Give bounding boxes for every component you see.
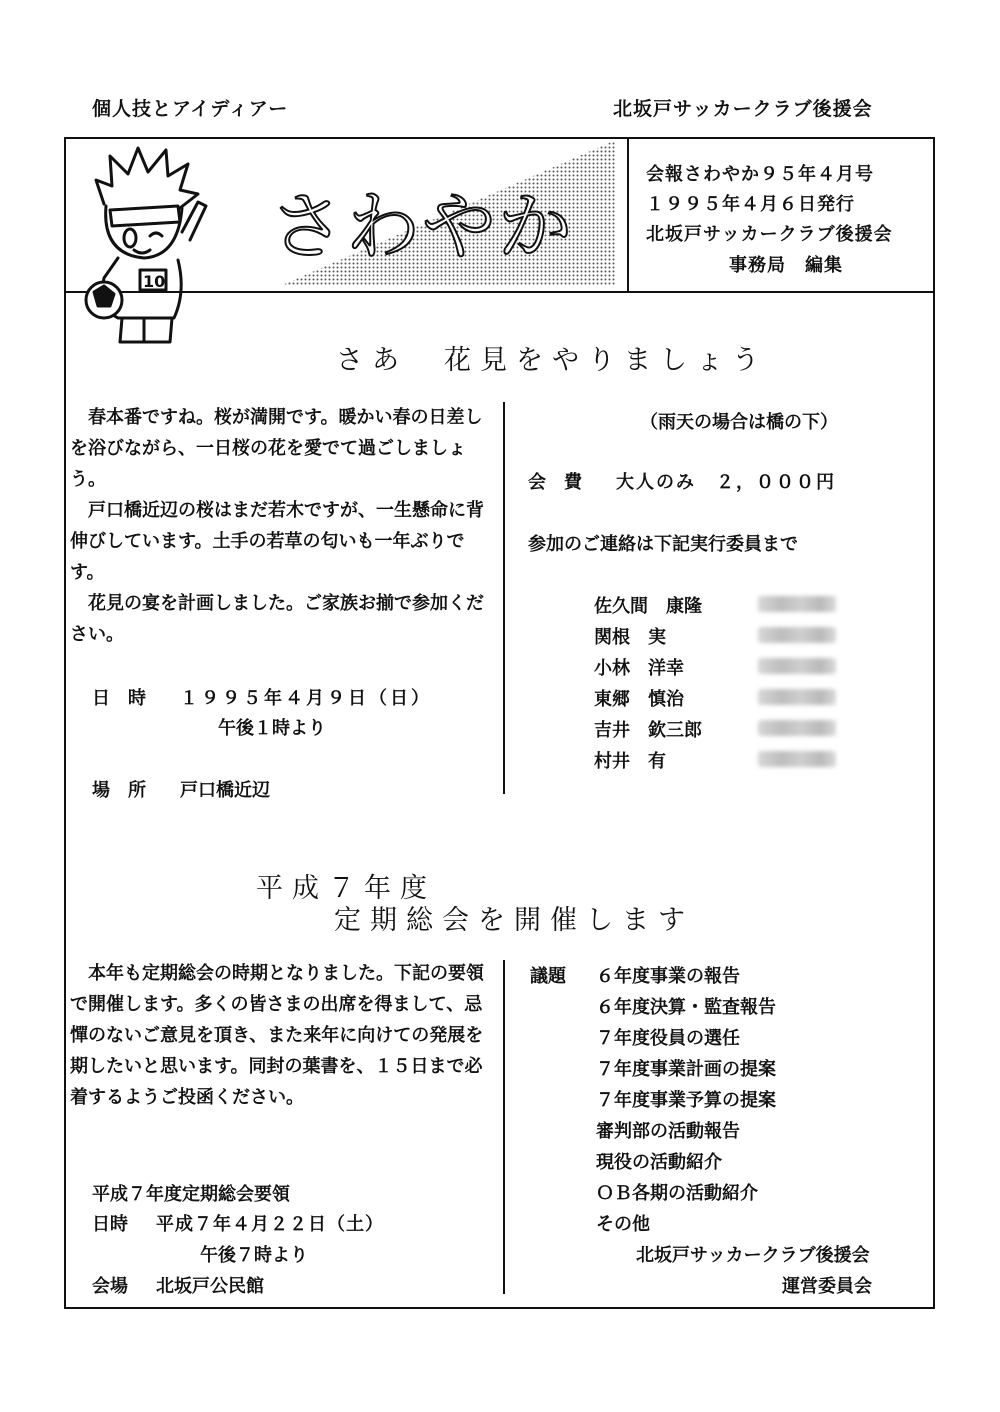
redacted-phone: [758, 658, 836, 674]
meeting-paragraph: 本年も定期総会の時期となりました。下記の要領で開催します。多くの皆さまの出席を得まして、忌憚のないご意見を頂き、また来年に向けての発展を期したいと思います。同封の葉書を、１５日まで必着するようご投函ください。: [70, 963, 484, 1108]
redacted-phone: [758, 596, 836, 612]
meeting-title-line2: 定期総会を開催します: [334, 905, 694, 936]
header-left-text: 個人技とアイディアー: [92, 98, 289, 120]
agenda-item: ＯＢ各期の活動紹介: [596, 1183, 758, 1204]
agenda-item: ７年度事業計画の提案: [596, 1059, 776, 1080]
contact-note: 参加のご連絡は下記実行委員まで: [528, 534, 798, 555]
issue-date: １９９５年４月６日発行: [646, 194, 855, 215]
hanami-place-label: 場 所: [92, 780, 146, 801]
agenda-item: ６年度事業の報告: [596, 966, 740, 987]
issue-title: 会報さわやか９５年４月号: [646, 164, 874, 185]
meeting-time-value: 午後７時より: [200, 1245, 308, 1266]
fee-label: 会 費: [528, 472, 582, 493]
committee-member: 東郷 慎治: [594, 689, 684, 710]
committee-member: 佐久間 康隆: [594, 596, 702, 617]
agenda-item: ６年度決算・監査報告: [596, 997, 776, 1018]
agenda-item: ７年度役員の選任: [596, 1028, 740, 1049]
hanami-paragraph: 春本番ですね。桜が満開です。暖かい春の日差しを浴びながら、一日桜の花を愛でて過ごしましょう。: [70, 407, 483, 490]
hanami-column-divider: [503, 402, 505, 794]
agenda-item: その他: [596, 1214, 650, 1235]
soccer-boy-mascot-icon: [82, 142, 214, 347]
hanami-place-value: 戸口橋近辺: [180, 780, 270, 801]
agenda-item: 現役の活動紹介: [596, 1152, 722, 1173]
redacted-phone: [758, 720, 836, 736]
meeting-outline-title: 平成７年度定期総会要領: [92, 1184, 290, 1205]
committee-member: 関根 実: [594, 627, 666, 648]
agenda-label: 議題: [530, 966, 566, 987]
committee-member: 小林 洋幸: [594, 658, 684, 679]
committee-member: 村井 有: [594, 751, 666, 772]
redacted-phone: [758, 627, 836, 643]
meeting-date-label: 日時: [92, 1214, 128, 1235]
issue-editor: 事務局 編集: [729, 255, 843, 276]
redacted-phone: [758, 751, 836, 767]
header-right-text: 北坂戸サッカークラブ後援会: [613, 98, 873, 120]
hanami-paragraph: 花見の宴を計画しました。ご家族お揃で参加ください。: [70, 593, 484, 645]
info-box-divider: [627, 137, 629, 293]
hanami-title: さあ 花見をやりましょう: [336, 345, 768, 376]
meeting-column-divider: [503, 960, 505, 1294]
committee-member: 吉井 欽三郎: [594, 720, 702, 741]
agenda-item: 審判部の活動報告: [596, 1121, 740, 1142]
hanami-time-value: 午後１時より: [218, 718, 326, 739]
agenda-item: ７年度事業予算の提案: [596, 1090, 776, 1111]
signature-committee: 運営委員会: [782, 1276, 872, 1297]
meeting-venue-label: 会場: [92, 1276, 128, 1297]
rain-note: （雨天の場合は橋の下）: [640, 412, 838, 433]
logo-title: さわやか: [270, 184, 574, 270]
hanami-paragraph: 戸口橋近辺の桜はまだ若木ですが、一生懸命に背伸びしています。土手の若草の匂いも一年ぶりです。: [70, 500, 484, 583]
hanami-body: [70, 402, 498, 650]
fee-value: 大人のみ ２，０００円: [616, 472, 836, 493]
signature-org: 北坂戸サッカークラブ後援会: [636, 1245, 870, 1266]
meeting-date-value: 平成７年４月２２日（土）: [156, 1214, 384, 1235]
hanami-date-label: 日 時: [92, 688, 146, 709]
issue-publisher: 北坂戸サッカークラブ後援会: [646, 224, 893, 245]
meeting-venue-value: 北坂戸公民館: [156, 1276, 264, 1297]
hanami-date-value: １９９５年４月９日（日）: [180, 688, 432, 709]
svg-text:10: 10: [143, 272, 166, 291]
meeting-title-line1: 平成７年度: [256, 873, 436, 904]
redacted-phone: [758, 689, 836, 705]
